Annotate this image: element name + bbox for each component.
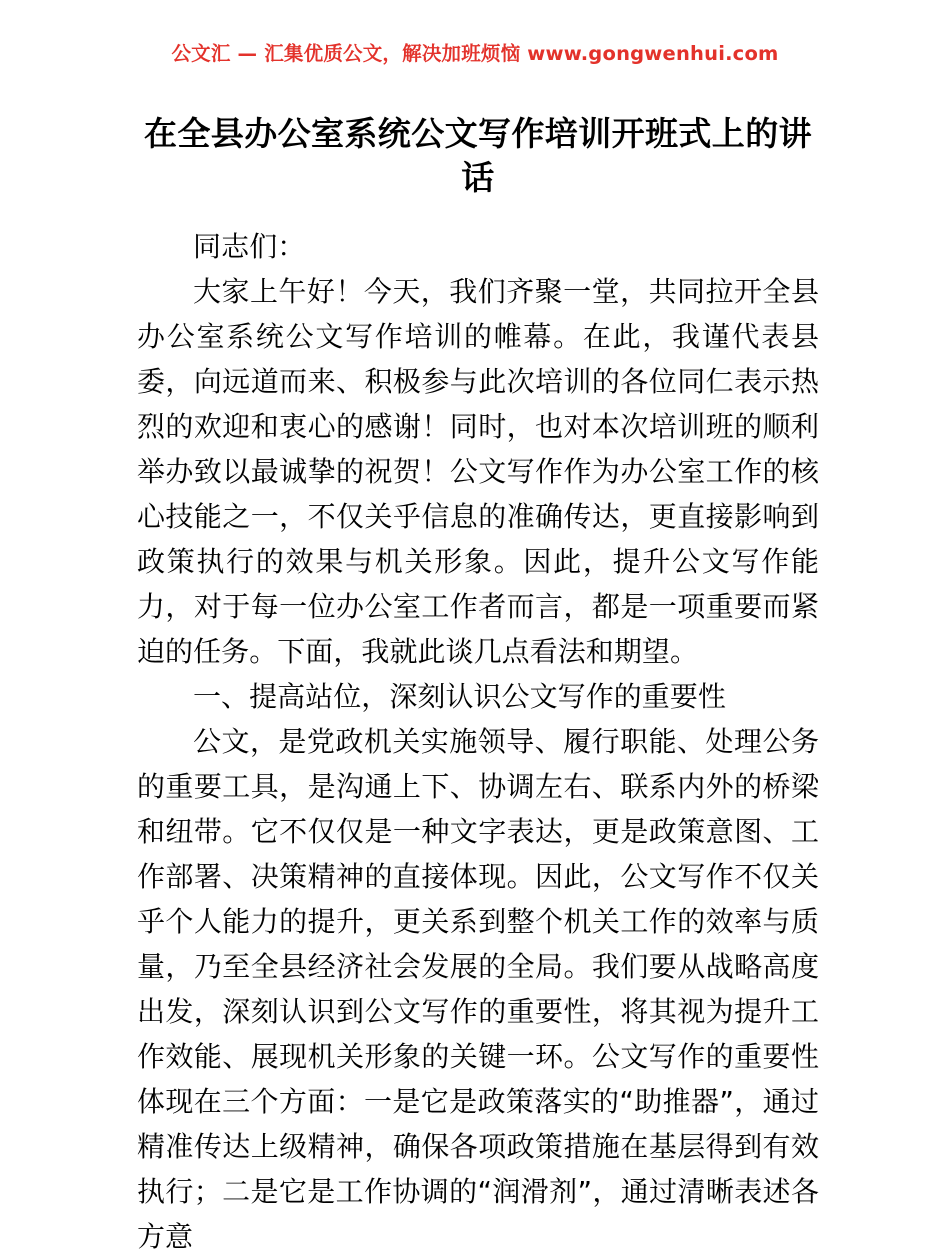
page-title: 在全县办公室系统公文写作培训开班式上的讲话: [144, 114, 812, 197]
document-body: [137, 0, 819, 1259]
section-heading-one: 一、提高站位，深刻认识公文写作的重要性: [193, 680, 726, 713]
opening-paragraph: 大家上午好！今天，我们齐聚一堂，共同拉开全县办公室系统公文写作培训的帷幕。在此，我谨代表县委，向远道而来、积极参与此次培训的各位同仁表示热烈的欢迎和衷心的感谢！同时，也对本次培训班的顺利举办致以最诚挚的祝贺！公文写作作为办公室工作的核心技能之一，不仅关乎信息的准确传达，更直接影响到政策执行的效果与机关形象。因此，提升公文写作能力，对于每一位办公室工作者而言，都是一项重要而紧迫的任务。下面，我就此谈几点看法和期望。: [137, 275, 819, 668]
site-banner-text: 公文汇 — 汇集优质公文，解决加班烦恼 www.gongwenhui.com: [171, 42, 779, 65]
section-one-paragraph: 公文，是党政机关实施领导、履行职能、处理公务的重要工具，是沟通上下、协调左右、联系内外的桥梁和纽带。它不仅仅是一种文字表达，更是政策意图、工作部署、决策精神的直接体现。因此，公文写作不仅关乎个人能力的提升，更关系到整个机关工作的效率与质量，乃至全县经济社会发展的全局。我们要从战略高度出发，深刻认识到公文写作的重要性，将其视为提升工作效能、展现机关形象的关键一环。公文写作的重要性体现在三个方面：一是它是政策落实的“助推器”，通过精准传达上级精神，确保各项政策措施在基层得到有效执行；二是它是工作协调的“润滑剂”，通过清晰表述各方意: [137, 725, 819, 1253]
salutation: 同志们：: [193, 230, 306, 263]
